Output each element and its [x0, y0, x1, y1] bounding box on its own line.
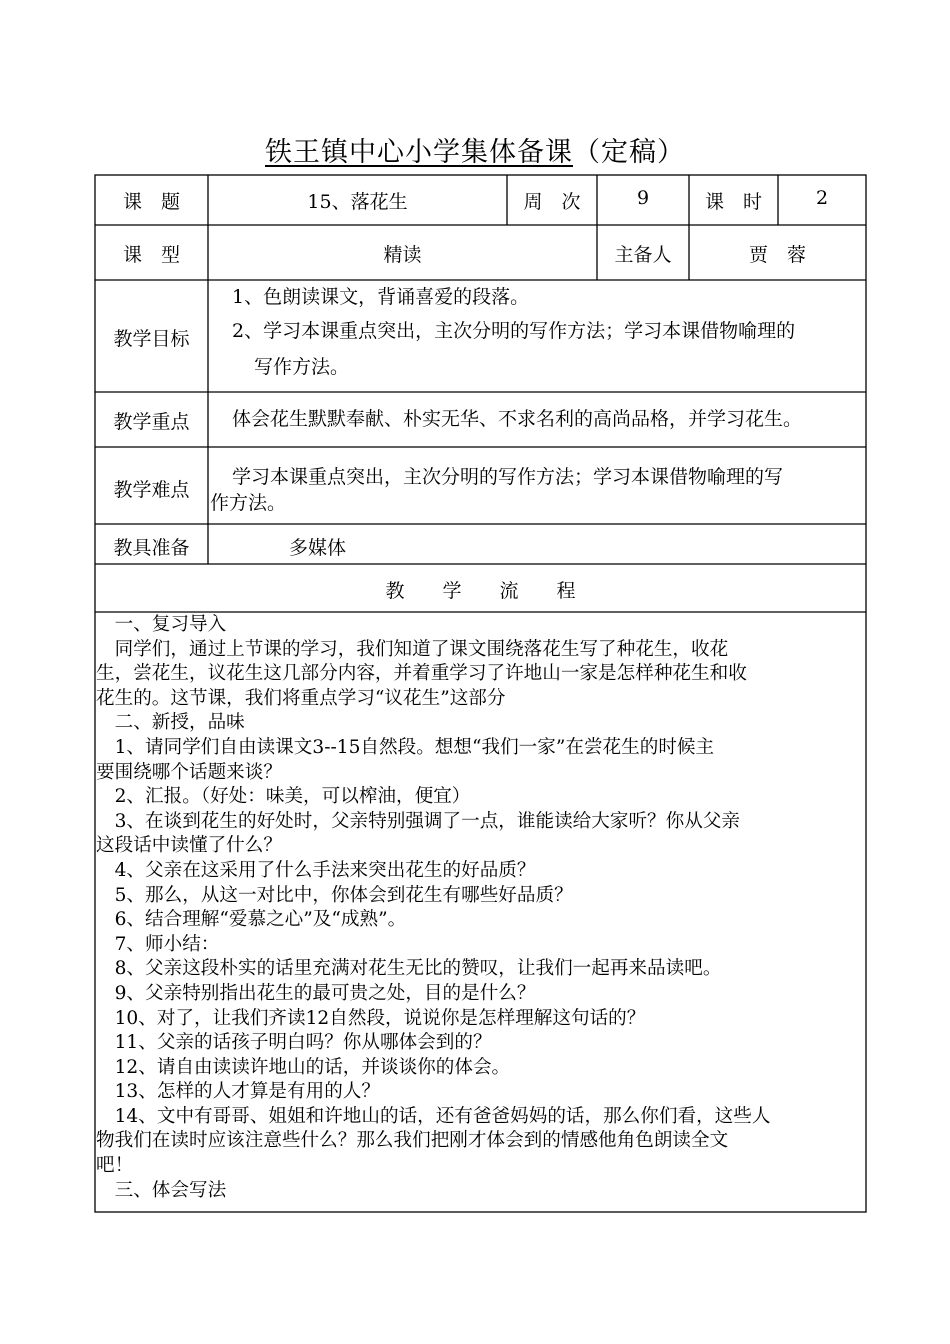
process-line: 同学们，通过上节课的学习，我们知道了课文围绕落花生写了种花生，收花	[96, 638, 729, 660]
process-line: 13、怎样的人才算是有用的人？	[96, 1081, 380, 1103]
process-line: 3、在谈到花生的好处时，父亲特别强调了一点，谁能读给大家听？你从父亲	[96, 810, 741, 832]
page-title	[0, 130, 950, 169]
preparer-label: 主备人	[614, 244, 672, 266]
process-line: 吧！	[96, 1155, 134, 1177]
process-line: 一、复习导入	[96, 614, 227, 635]
process-line: 这段话中读懂了什么？	[96, 835, 282, 857]
process-line: 1、请同学们自由读课文3--15自然段。想想“我们一家”在尝花生的时候主	[96, 736, 715, 758]
process-line: 9、父亲特别指出花生的最可贵之处，目的是什么？	[96, 982, 536, 1004]
topic-value: 15、落花生	[307, 191, 408, 213]
process-line: 三、体会写法	[96, 1179, 227, 1201]
hours-label: 课 时	[704, 191, 762, 213]
process-line: 7、师小结：	[96, 933, 220, 955]
process-line: 2、汇报。（好处：味美，可以榨油，便宜）	[96, 786, 471, 808]
process-line: 物我们在读时应该注意些什么？那么我们把刚才体会到的情感他角色朗读全文	[96, 1130, 729, 1152]
goals-line-3: 写作方法。	[254, 356, 350, 378]
week-value: 9	[636, 187, 650, 209]
goals-line-1: 1、色朗读课文，背诵喜爱的段落。	[232, 286, 530, 308]
process-line: 11、父亲的话孩子明白吗？你从哪体会到的？	[96, 1032, 492, 1054]
week-label: 周 次	[523, 191, 581, 213]
process-line: 生，尝花生，议花生这几部分内容，并着重学习了许地山一家是怎样种花生和收	[96, 663, 747, 685]
difficulties-label: 教学难点	[113, 479, 190, 501]
type-label: 课 型	[122, 244, 180, 266]
process-line: 二、新授，品味	[96, 712, 245, 734]
process-line: 花生的。这节课，我们将重点学习“议花生”这部分	[96, 687, 506, 709]
process-line: 14、文中有哥哥、姐姐和许地山的话，还有爸爸妈妈的话，那么你们看，这些人	[96, 1105, 771, 1127]
title-suffix: （定稿）	[573, 137, 685, 168]
process-line: 5、那么，从这一对比中，你体会到花生有哪些好品质？	[96, 884, 573, 906]
difficulties-line-2: 作方法。	[210, 492, 287, 514]
goals-label: 教学目标	[113, 328, 190, 350]
hours-value: 2	[815, 187, 829, 209]
tools-label: 教具准备	[113, 537, 190, 559]
difficulties-line-1: 学习本课重点突出，主次分明的写作方法；学习本课借物喻理的写	[232, 466, 784, 488]
process-line: 4、父亲在这采用了什么手法来突出花生的好品质？	[96, 859, 536, 881]
process-line: 10、对了，让我们齐读12自然段，说说你是怎样理解这句话的？	[96, 1007, 646, 1029]
process-line: 要围绕哪个话题来谈？	[96, 761, 282, 783]
tools-value: 多媒体	[289, 537, 347, 559]
process-body	[96, 613, 866, 1203]
process-heading: 教 学 流 程	[385, 580, 576, 602]
goals-line-2: 2、学习本课重点突出，主次分明的写作方法；学习本课借物喻理的	[232, 320, 796, 342]
process-line: 8、父亲这段朴实的话里充满对花生无比的赞叹，让我们一起再来品读吧。	[96, 958, 722, 980]
topic-label: 课 题	[122, 191, 180, 213]
key-points-text: 体会花生默默奉献、朴实无华、不求名利的高尚品格，并学习花生。	[232, 408, 803, 430]
key-points-label: 教学重点	[113, 411, 190, 433]
title-main: 铁王镇中心小学集体备课	[265, 137, 573, 168]
process-line: 12、请自由读读许地山的话，并谈谈你的体会。	[96, 1056, 511, 1078]
preparer-value: 贾 蓉	[748, 244, 806, 266]
type-value: 精读	[383, 244, 422, 266]
process-line: 6、结合理解“爱慕之心”及“成熟”。	[96, 909, 407, 931]
